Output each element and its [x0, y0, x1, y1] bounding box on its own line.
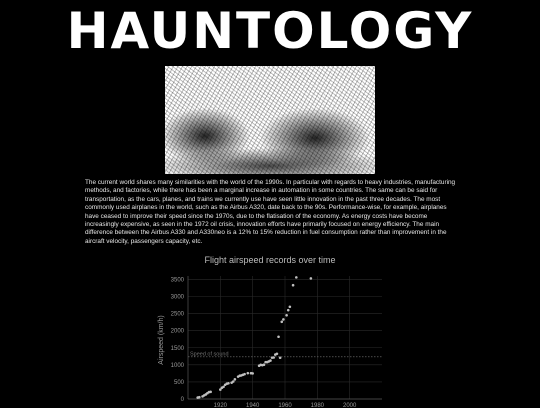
y-tick-label: 2000: [170, 328, 184, 335]
data-point: [285, 314, 288, 317]
data-point: [289, 305, 292, 308]
body-paragraph: The current world shares many similarities with the world of the 1990s. In particular with regards to heavy industries, manufacturing methods, and factories, while there has been a marginal increase in automation in some countries. The same can be said for transportation, as the cars, planes, and trains we currently use have seen little innovation in the past three decades. The most commonly used airplanes in the world, such as the Airbus A320, date back to the 90s. Performance-wise, for example, airplanes have ceased to improve their speed since the 1970s, due to the flatisation of the economy. As energy costs have become increasingly expensive, as seen in the 1972 oil crisis, innovation efforts have primarily focused on energy efficiency. The main difference between the Airbus A330 and A330neo is a 12% to 15% reduction in fuel consumption rather than improvement in the aircraft velocity, passengers capacity, etc.: [85, 179, 456, 245]
data-point: [276, 352, 279, 355]
airspeed-scatter-chart: [150, 268, 390, 408]
x-tick-label: 1980: [310, 403, 325, 408]
data-point: [272, 356, 275, 359]
data-point: [279, 356, 282, 359]
chart-title: Flight airspeed records over time: [204, 255, 336, 265]
data-point: [277, 335, 280, 338]
page-title: HAUNTOLOGY: [66, 2, 474, 60]
data-point: [310, 277, 313, 280]
y-tick-label: 1500: [170, 345, 184, 352]
chart-grid: [188, 276, 382, 399]
y-tick-label: 1000: [170, 362, 184, 369]
x-tick-label: 2000: [342, 403, 357, 408]
data-point: [263, 363, 266, 366]
y-tick-label: 3500: [170, 277, 184, 284]
data-point: [222, 385, 225, 388]
data-point: [295, 276, 298, 279]
y-tick-label: 0: [180, 397, 184, 403]
y-tick-label: 3000: [170, 294, 184, 301]
data-point: [232, 380, 235, 383]
data-point: [198, 396, 201, 399]
chart-axes: [171, 276, 382, 408]
data-points: [196, 276, 312, 399]
y-tick-label: 500: [173, 379, 184, 386]
data-point: [227, 382, 230, 385]
data-point: [287, 309, 290, 312]
x-tick-label: 1920: [213, 403, 228, 408]
data-point: [292, 284, 295, 287]
x-tick-label: 1940: [245, 403, 260, 408]
speed-of-sound-label: Speed of sound: [190, 351, 229, 358]
x-tick-label: 1960: [278, 403, 292, 408]
y-tick-label: 2500: [170, 311, 184, 318]
data-point: [243, 373, 246, 376]
data-point: [269, 359, 272, 362]
data-point: [251, 372, 254, 375]
y-axis-label: Airspeed (km/h): [158, 315, 165, 365]
data-point: [282, 318, 285, 321]
dithered-noise-image: [165, 66, 375, 174]
data-point: [280, 320, 283, 323]
data-point: [247, 372, 250, 375]
data-point: [209, 391, 212, 394]
data-point: [234, 378, 237, 381]
